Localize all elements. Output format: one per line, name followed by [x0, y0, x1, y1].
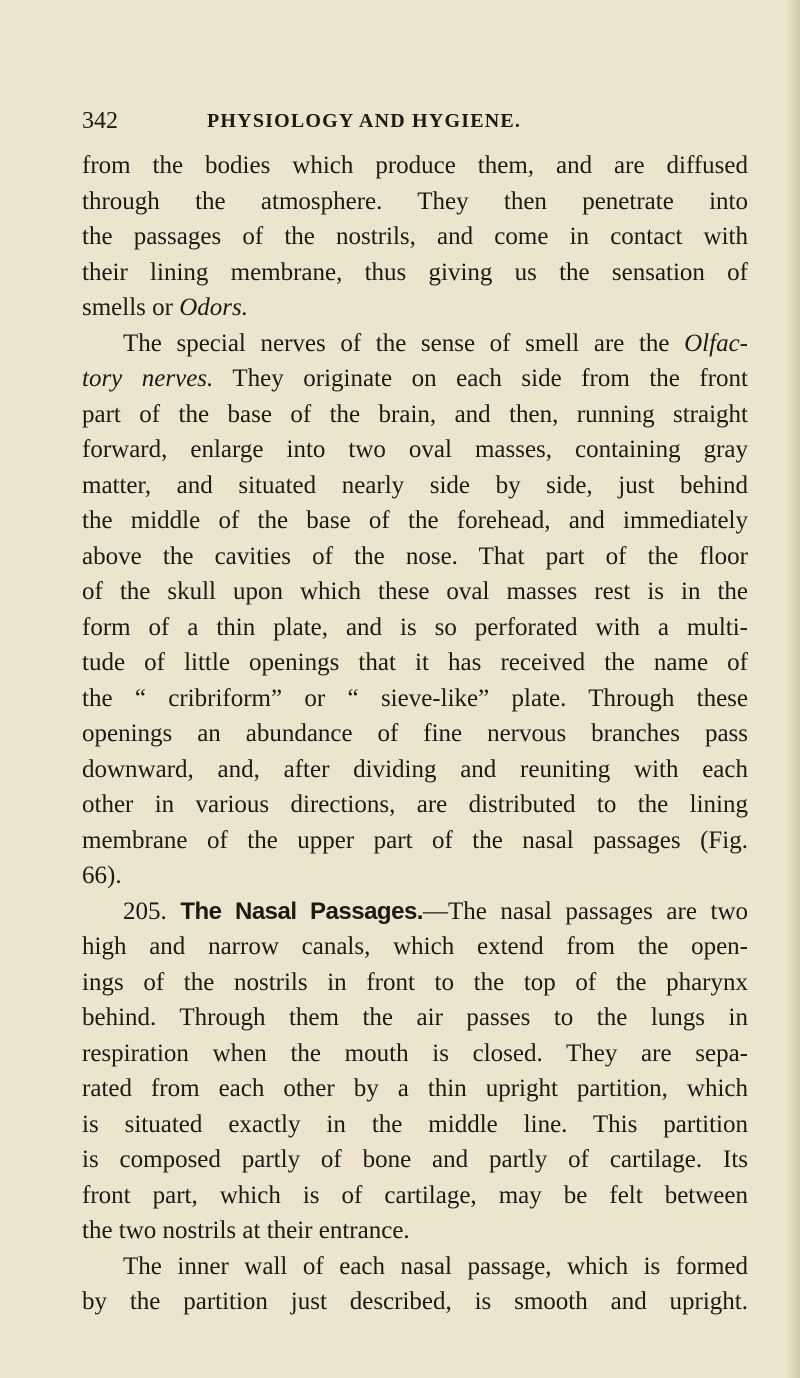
italic-term-olfactory: Olfac-: [684, 329, 748, 357]
text-line: tude of little openings that it has received the name of: [82, 649, 748, 676]
italic-term-nerves: tory nerves.: [82, 365, 214, 392]
text-line: openings an abundance of fine nervous branches pass: [82, 720, 748, 747]
text-line: is situated exactly in the middle line. This partition: [82, 1110, 748, 1138]
text-line: their lining membrane, thus giving us the sensation of: [82, 258, 748, 286]
text-line: membrane of the upper part of the nasal passages (Fig.: [82, 826, 748, 854]
text-line: the “ cribriform” or “ sieve-like” plate. Through these: [82, 684, 748, 712]
text-line: ings of the nostrils in front to the top of the pharynx: [82, 968, 748, 996]
italic-term-odors: Odors.: [179, 294, 248, 321]
page-number: 342: [82, 108, 118, 134]
section-heading: The Nasal Passages.: [180, 897, 423, 925]
text-line: [82, 361, 748, 397]
text-line: is composed partly of bone and partly of cartilage. Its: [82, 1146, 748, 1173]
text-line: downward, and, after dividing and reuniting with each: [82, 755, 748, 783]
text-line: forward, enlarge into two oval masses, containing gray: [82, 436, 748, 463]
text-line: 66).: [82, 862, 122, 889]
text-line: other in various directions, are distributed to the lining: [82, 791, 748, 818]
text-run: —The nasal passages are two: [422, 897, 748, 925]
section-number: 205.: [123, 897, 167, 925]
text-line: the passages of the nostrils, and come in contact with: [82, 223, 748, 250]
text-line: the middle of the base of the forehead, and immediately: [82, 507, 748, 534]
text-run: The special nerves of the sense of smell are the: [123, 329, 685, 357]
text-line: through the atmosphere. They then penetrate into: [82, 187, 748, 215]
text-line: The inner wall of each nasal passage, which is formed: [123, 1252, 748, 1280]
text-line: form of a thin plate, and is so perforated with a multi-: [82, 613, 748, 641]
text-line: front part, which is of cartilage, may be felt between: [82, 1181, 748, 1209]
text-line: [82, 894, 748, 930]
text-line: high and narrow canals, which extend from the open-: [82, 933, 748, 960]
page-edge-shadow: [786, 0, 800, 1378]
text-line: part of the base of the brain, and then, running straight: [82, 400, 748, 428]
text-line: the two nostrils at their entrance.: [82, 1217, 410, 1244]
text-line: [82, 326, 748, 362]
text-line: of the skull upon which these oval masses rest is in the: [82, 578, 748, 605]
text-line: behind. Through them the air passes to the lungs in: [82, 1004, 748, 1031]
text-line: from the bodies which produce them, and are diffused: [82, 152, 748, 179]
running-head: PHYSIOLOGY AND HYGIENE.: [207, 110, 522, 132]
text-line: respiration when the mouth is closed. They are sepa-: [82, 1039, 748, 1067]
text-run: smells or: [82, 294, 180, 321]
body-text: [82, 148, 748, 1320]
page-header: [82, 103, 752, 139]
text-line: matter, and situated nearly side by side, just behind: [82, 471, 748, 499]
text-run: They originate on each side from the front: [213, 365, 748, 392]
text-line: by the partition just described, is smooth and upright.: [82, 1288, 748, 1315]
text-line: [82, 290, 748, 326]
text-line: above the cavities of the nose. That part of the floor: [82, 542, 748, 570]
text-line: rated from each other by a thin upright partition, which: [82, 1075, 748, 1102]
